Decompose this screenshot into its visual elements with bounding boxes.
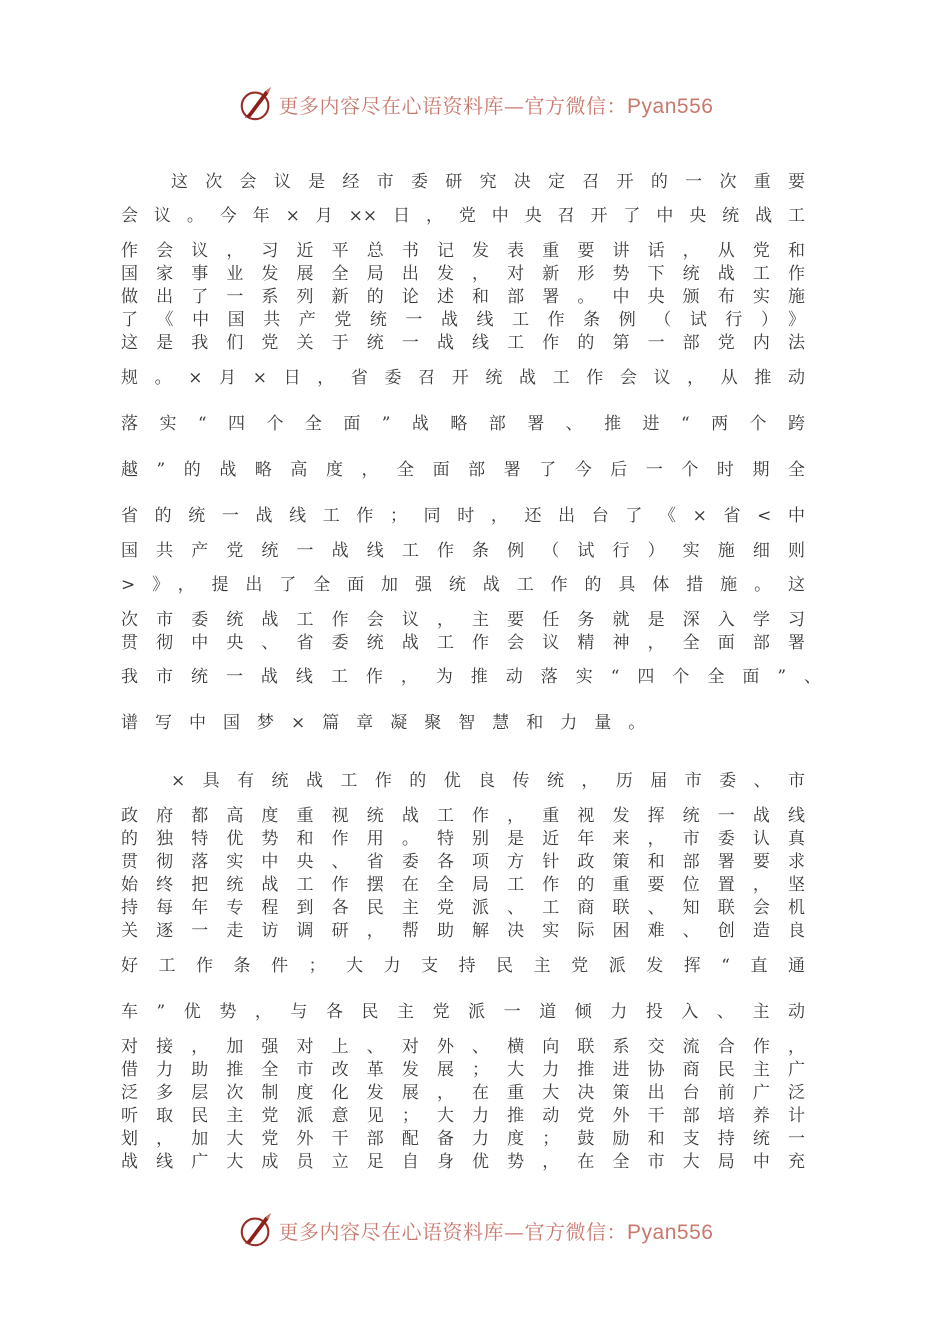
- text-line: 战线广大成员立足自身优势，在全市大局中充: [121, 1152, 805, 1172]
- watermark-text: [279, 1216, 714, 1245]
- text-line: 持每年专程到各民主党派、工商联、知联会机: [121, 898, 805, 918]
- text-line: 车”优势，与各民主党派一道倾力投入、主动: [121, 1002, 805, 1022]
- text-line: 次市委统战工作会议，主要任务就是深入学习: [121, 610, 805, 630]
- footer-watermark-banner: [0, 1208, 950, 1252]
- watermark-main: 更多内容尽在心语资料库—官方微信：: [278, 93, 628, 118]
- text-line: 好工作条件；大力支持民主党派发挥“直通: [121, 956, 805, 976]
- text-line: 省的统一战线工作；同时，还出台了《×省<中: [121, 506, 805, 526]
- text-line: 贯彻落实中央、省委各项方针政策和部署要求: [121, 852, 805, 872]
- text-line: 泛多层次制度化发展，在重大决策出台前广泛: [121, 1083, 805, 1103]
- text-line: 越”的战略高度，全面部署了今后一个时期全: [121, 460, 805, 480]
- quill-pen-logo-icon: [237, 85, 275, 123]
- text-line: 划，加大党外干部配备力度；鼓励和支持统一: [121, 1129, 805, 1149]
- text-line: 规。×月×日，省委召开统战工作会议，从推动: [121, 368, 805, 388]
- text-line: 政府都高度重视统战工作，重视发挥统一战线: [121, 806, 805, 826]
- text-line: 贯彻中央、省委统战工作会议精神，全面部署: [121, 633, 805, 653]
- text-line: ×具有统战工作的优良传统，历届市委、市: [171, 771, 805, 791]
- text-line: 我市统一战线工作，为推动落实“四个全面”、: [121, 667, 821, 687]
- text-line: 了《中国共产党统一战线工作条例（试行）》: [121, 310, 805, 330]
- watermark-wechat-id: Pyan556: [627, 1220, 714, 1244]
- text-line: 国共产党统一战线工作条例（试行）实施细则: [121, 541, 805, 561]
- text-line: 听取民主党派意见；大力推动党外干部培养计: [121, 1106, 805, 1126]
- text-line: 会议。今年×月××日，党中央召开了中央统战工: [121, 206, 805, 226]
- text-line: 关逐一走访调研，帮助解决实际困难、创造良: [121, 921, 805, 941]
- header-watermark-banner: [0, 82, 950, 126]
- watermark-text: [279, 90, 714, 119]
- text-line: 始终把统战工作摆在全局工作的重要位置，坚: [121, 875, 805, 895]
- text-line: 的独特优势和作用。特别是近年来，市委认真: [121, 829, 805, 849]
- text-line: 谱写中国梦×篇章凝聚智慧和力量。: [121, 713, 663, 733]
- text-line: 作会议，习近平总书记发表重要讲话，从党和: [121, 241, 805, 261]
- watermark-wechat-id: Pyan556: [627, 94, 714, 118]
- text-line: 这是我们党关于统一战线工作的第一部党内法: [121, 333, 805, 353]
- text-line: 借力助推全市改革发展；大力推进协商民主广: [121, 1060, 805, 1080]
- text-line: 落实“四个全面”战略部署、推进“两个跨: [121, 414, 805, 434]
- text-line: 做出了一系列新的论述和部署。中央颁布实施: [121, 287, 805, 307]
- text-line: 对接，加强对上、对外、横向联系交流合作，: [121, 1037, 805, 1057]
- quill-pen-logo-icon: [237, 1211, 275, 1249]
- text-line: 国家事业发展全局出发，对新形势下统战工作: [121, 264, 805, 284]
- text-line: 这次会议是经市委研究决定召开的一次重要: [171, 172, 805, 192]
- text-line: >》，提出了全面加强统战工作的具体措施。这: [121, 575, 805, 595]
- watermark-main: 更多内容尽在心语资料库—官方微信：: [278, 1219, 628, 1244]
